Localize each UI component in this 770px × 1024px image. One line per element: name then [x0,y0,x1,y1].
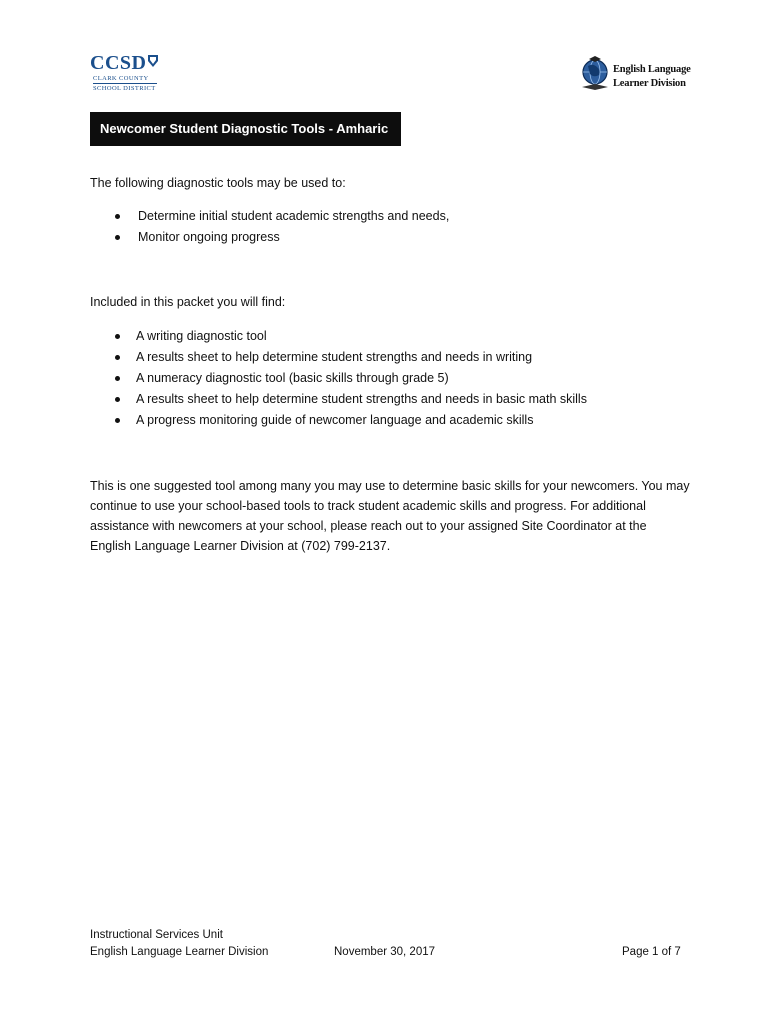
list-item [115,227,449,248]
section2-list [115,326,587,431]
footer-date: November 30, 2017 [334,946,436,958]
list-item [115,206,449,227]
bullet-icon [115,334,120,339]
list-item-text: A progress monitoring guide of newcomer language and academic skills [136,413,534,427]
list-item [115,389,587,410]
assistance-paragraph: This is one suggested tool among many you may use to determine basic skills for your newcomers. You may continue to use your school-based tools to track student academic skills and progress. For additional assistance with newcomers at your school, please reach out to your assigned Site Coordinator at the English Language Learner Division at (702) 799-2137. [90,479,690,553]
list-item-text: Determine initial student academic strengths and needs, [138,209,450,223]
eld-logo [579,54,691,94]
list-item [115,368,587,389]
list-item-text: A results sheet to help determine student strengths and needs in basic math skills [136,392,587,406]
bullet-icon [115,397,120,402]
nevada-flag-icon [147,54,159,68]
eld-logo-line1: English Language [613,64,691,75]
bullet-icon [115,355,120,360]
document-title: Newcomer Student Diagnostic Tools - Amharic [90,112,401,146]
section1-list [115,206,449,248]
eld-logo-line2: Learner Division [613,78,686,89]
list-item [115,326,587,347]
ccsd-logo-line2: SCHOOL DISTRICT [93,85,156,92]
list-item [115,347,587,368]
footer-unit: Instructional Services Unit [90,929,223,941]
ccsd-logo-divider [93,83,157,84]
footer-division: English Language Learner Division [90,946,269,958]
footer-page-number: Page 1 of 7 [622,946,681,958]
globe-icon [579,54,611,92]
ccsd-logo-line1: CLARK COUNTY [93,75,149,82]
list-item-text: A numeracy diagnostic tool (basic skills through grade 5) [136,371,449,385]
bullet-icon [115,418,120,423]
list-item [115,410,587,431]
section2-intro: Included in this packet you will find: [90,295,286,309]
bullet-icon [115,235,120,240]
bullet-icon [115,376,120,381]
section1-intro: The following diagnostic tools may be used to: [90,176,346,190]
ccsd-logo [90,52,170,96]
list-item-text: A results sheet to help determine student strengths and needs in writing [136,350,533,364]
list-item-text: Monitor ongoing progress [138,230,280,244]
bullet-icon [115,214,120,219]
ccsd-logo-mark: CCSD [90,52,147,74]
list-item-text: A writing diagnostic tool [136,329,267,343]
